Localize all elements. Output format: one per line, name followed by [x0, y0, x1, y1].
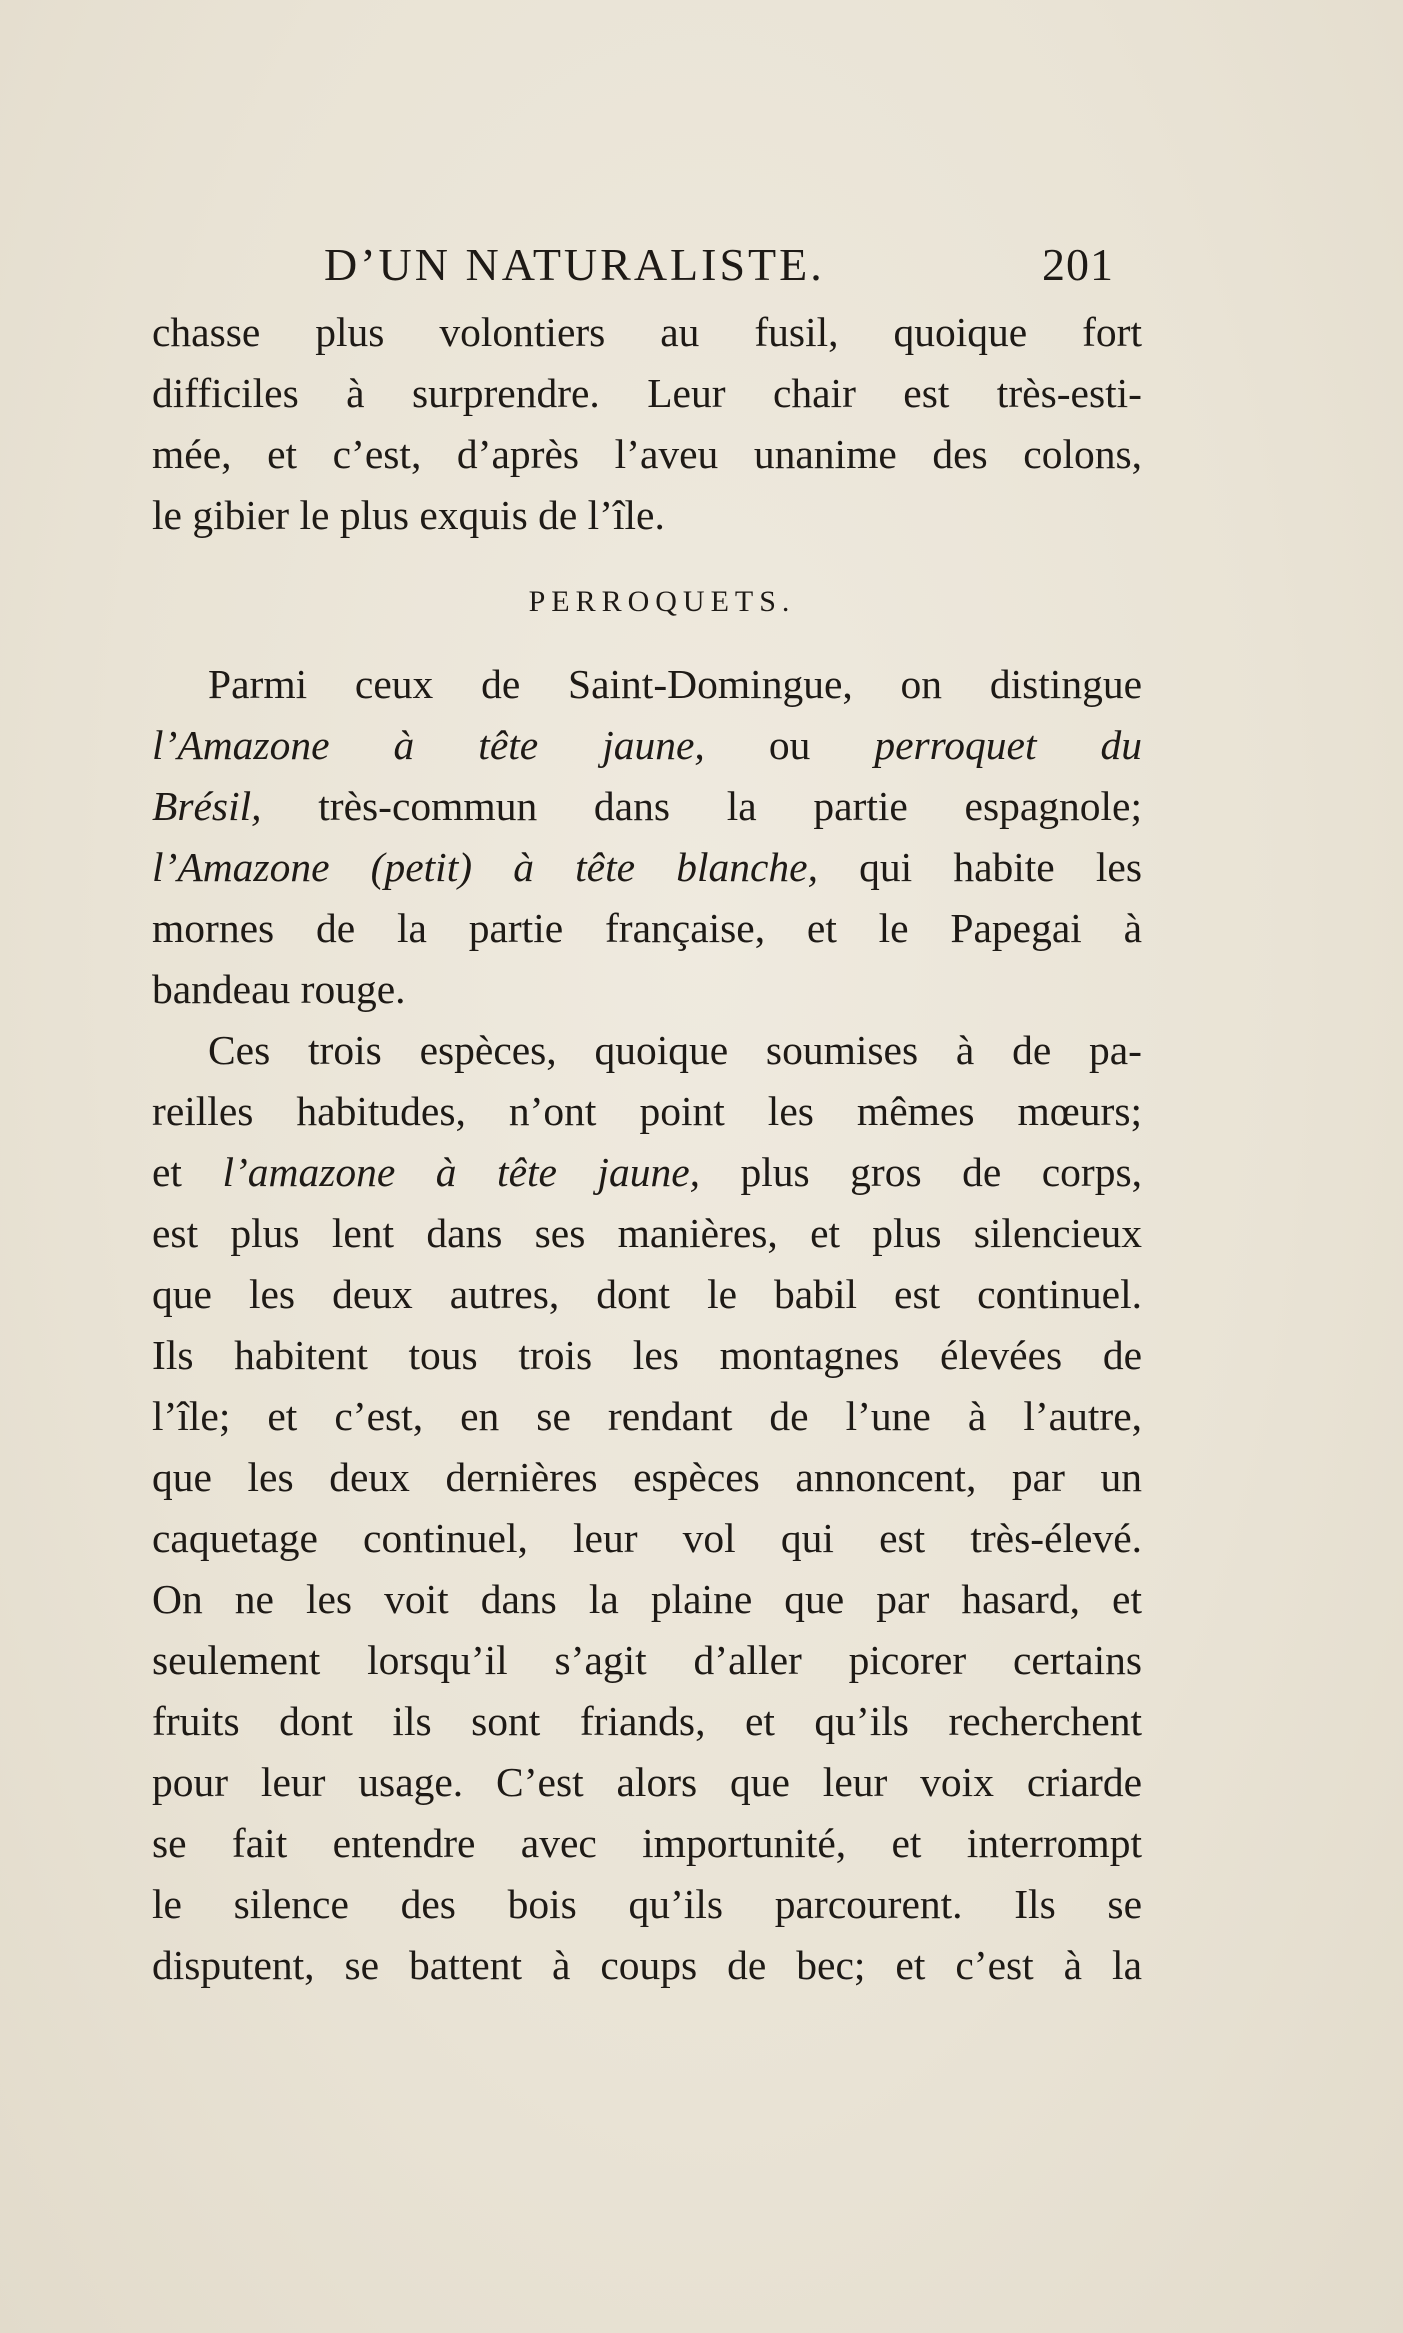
- plain-text: plus gros de corps,: [740, 1149, 1143, 1195]
- plain-text: ou: [768, 722, 811, 768]
- text-line: [152, 776, 1142, 837]
- text-line: [152, 1142, 1142, 1203]
- italic-text: perroquet du: [874, 722, 1143, 768]
- text-line: mornes de la partie française, et le Papegai à: [152, 905, 1142, 951]
- text-line: difficiles à surprendre. Leur chair est très-esti-: [152, 370, 1142, 416]
- paragraph-2: [152, 654, 1142, 1020]
- plain-text: très-commun dans la partie espagnole;: [318, 783, 1142, 829]
- section-heading: PERROQUETS.: [528, 585, 796, 618]
- text-line: que les deux autres, dont le babil est continuel.: [152, 1271, 1142, 1317]
- text-line: Parmi ceux de Saint-Domingue, on distingue: [208, 661, 1142, 707]
- italic-text: l’Amazone à tête jaune,: [152, 722, 705, 768]
- text-line: reilles habitudes, n’ont point les mêmes mœurs;: [152, 1088, 1142, 1134]
- paragraph-1: [152, 302, 1142, 546]
- text-line: Ces trois espèces, quoique soumises à de pa-: [208, 1027, 1142, 1073]
- running-title: D’UN NATURALISTE.: [324, 239, 825, 290]
- text-block: [152, 230, 1142, 1996]
- text-line: se fait entendre avec importunité, et interrompt: [152, 1820, 1142, 1866]
- page-number: 201: [1042, 239, 1114, 290]
- text-line: le silence des bois qu’ils parcourent. Ils se: [152, 1881, 1142, 1927]
- italic-text: Brésil,: [152, 783, 262, 829]
- italic-text: l’Amazone (petit) à tête blanche,: [152, 844, 818, 890]
- text-line: caquetage continuel, leur vol qui est très-élevé.: [152, 1515, 1142, 1561]
- text-line: [152, 837, 1142, 898]
- text-line: que les deux dernières espèces annoncent, par un: [152, 1454, 1142, 1500]
- text-line: est plus lent dans ses manières, et plus silencieux: [152, 1210, 1142, 1256]
- plain-text: et: [152, 1149, 182, 1195]
- running-head: [152, 230, 1142, 302]
- text-line: le gibier le plus exquis de l’île.: [152, 492, 665, 538]
- text-line: Ils habitent tous trois les montagnes élevées de: [152, 1332, 1142, 1378]
- text-line: bandeau rouge.: [152, 966, 406, 1012]
- italic-text: l’amazone à tête jaune,: [222, 1149, 700, 1195]
- text-line: seulement lorsqu’il s’agit d’aller picorer certains: [152, 1637, 1142, 1683]
- text-line: mée, et c’est, d’après l’aveu unanime des colons,: [152, 431, 1142, 477]
- text-line: pour leur usage. C’est alors que leur voix criarde: [152, 1759, 1142, 1805]
- text-line: l’île; et c’est, en se rendant de l’une à l’autre,: [152, 1393, 1142, 1439]
- text-line: [152, 715, 1142, 776]
- text-line: disputent, se battent à coups de bec; et c’est à la: [152, 1942, 1142, 1988]
- text-line: On ne les voit dans la plaine que par hasard, et: [152, 1576, 1142, 1622]
- plain-text: qui habite les: [859, 844, 1142, 890]
- paragraph-3: [152, 1020, 1142, 1996]
- text-line: fruits dont ils sont friands, et qu’ils recherchent: [152, 1698, 1142, 1744]
- text-line: chasse plus volontiers au fusil, quoique fort: [152, 309, 1142, 355]
